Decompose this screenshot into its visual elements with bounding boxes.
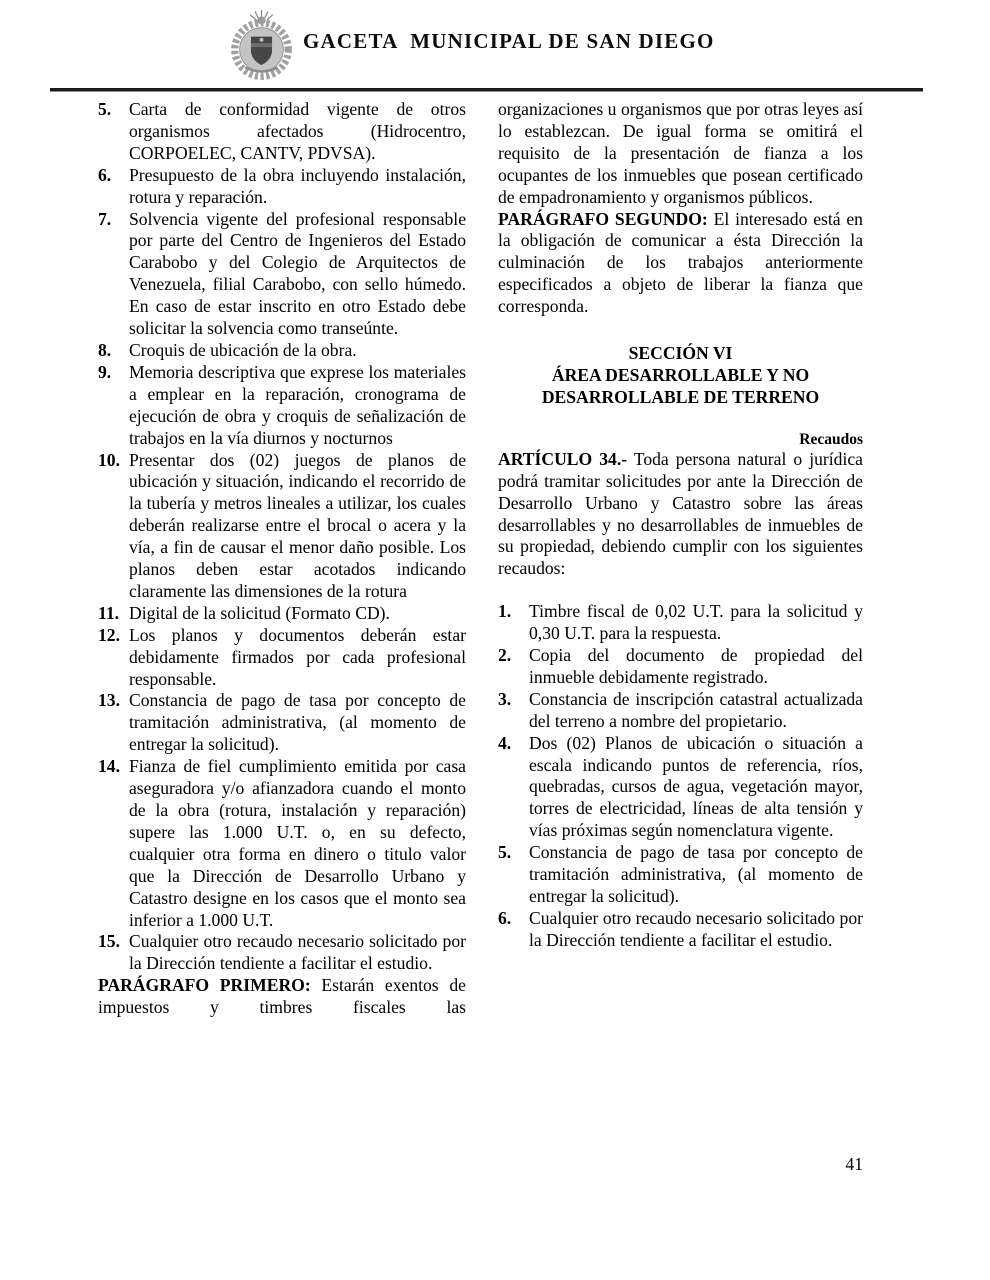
item-text: Los planos y documentos deberán estar debidamente firmados por cada profesional responsable. [129,624,466,689]
item-number: 3. [498,688,512,709]
list-item-13 [98,690,466,756]
item-text: Memoria descriptiva que exprese los materiales a emplear en la reparación, cronograma de ejecución de obra y croquis de señalización de trabajos en la vía diurnos y nocturnos [129,361,466,448]
list-item-8 [98,340,466,362]
item-number: 2. [498,645,512,666]
list-item-1 [498,601,863,645]
articulo-34-label: ARTÍCULO 34.- [498,448,628,469]
list-item-7 [98,209,466,340]
right-column [498,99,863,952]
item-text: Croquis de ubicación de la obra. [129,339,357,360]
left-column [98,99,466,1019]
section-heading [498,343,863,409]
page-number: 41 [845,1154,863,1174]
item-text: Carta de conformidad vigente de otros organismos afectados (Hidrocentro, CORPOELEC, CANTV, PDVSA). [129,99,466,163]
item-text: Constancia de pago de tasa por concepto de tramitación administrativa, (al momento de entregar la solicitud). [529,842,863,906]
item-text: Constancia de pago de tasa por concepto de tramitación administrativa, (al momento de entregar la solicitud). [129,690,466,755]
item-number: 4. [498,732,512,753]
item-text: Constancia de inscripción catastral actualizada del terreno a nombre del propietario. [529,688,863,731]
paragraph-segundo [498,209,863,319]
paragraph-segundo-text: El interesado está en la obligación de comunicar a ésta Dirección la culminación de los trabajos anteriormente especificados a objeto de liberar la fianza que corresponda. [498,208,863,317]
municipal-seal-icon [221,9,302,82]
item-text: Timbre fiscal de 0,02 U.T. para la solicitud y 0,30 U.T. para la respuesta. [529,601,863,644]
item-text: Presentar dos (02) juegos de planos de ubicación y situación, indicando el recorrido de la tubería y metros lineales a utilizar, los cuales deberán realizarse entre el brocal o acera y la vía, a fin de causar el menor daño posible. Los planos deben estar acotados indicando claramente las dimensiones de la rotura [129,449,466,601]
gazette-title: GACETA MUNICIPAL DE SAN DIEGO [303,29,715,53]
item-number: 5. [98,99,112,119]
item-number: 8. [98,339,112,360]
item-number: 11. [98,602,120,623]
list-item-15 [98,931,466,975]
section-heading-line2: ÁREA DESARROLLABLE Y NO [551,364,810,385]
item-number: 6. [98,164,112,185]
continuation-paragraph: organizaciones u organismos que por otras leyes así lo establezcan. De igual forma se omitirá el requisito de la presentación de fianza a los ocupantes de los inmuebles que posean certificado de empadronamiento y organismos públicos. [498,99,863,207]
item-number: 1. [498,601,512,622]
list-item-3 [498,689,863,733]
paragraph-segundo-label: PARÁGRAFO SEGUNDO: [498,208,708,229]
item-text: Solvencia vigente del profesional responsable por parte del Centro de Ingenieros del Estado Carabobo y del Colegio de Arquitectos de Venezuela, filial Carabobo, con sello húmedo. En caso de estar inscrito en otro Estado debe solicitar la solvencia como transeúnte. [129,208,466,339]
header-rule [50,88,923,92]
item-number: 12. [98,624,120,645]
section-heading-line1: SECCIÓN VI [628,343,733,364]
recaudos-label: Recaudos [799,430,863,448]
item-number: 5. [498,842,512,863]
item-text: Cualquier otro recaudo necesario solicitado por la Dirección tendiente a facilitar el estudio. [529,907,863,950]
list-item-14 [98,756,466,931]
list-item-11 [98,603,466,625]
item-number: 13. [98,690,120,711]
list-item-2 [498,645,863,689]
list-item-12 [98,625,466,691]
item-number: 9. [98,361,112,382]
list-item-5r [498,842,863,908]
articulo-34-text: Toda persona natural o jurídica podrá tramitar solicitudes por ante la Dirección de Desarrollo Urbano y Catastro sobre las áreas desarrollables y no desarrollables de inmuebles de su propiedad, debiendo cumplir con los siguientes recaudos: [498,448,863,579]
item-number: 6. [498,907,512,928]
item-number: 14. [98,756,120,777]
paragraph-primero [98,975,466,1019]
list-item-6 [98,165,466,209]
item-number: 7. [98,208,112,229]
item-number: 10. [98,449,120,470]
list-item-6r [498,908,863,952]
list-item-10 [98,450,466,603]
item-text: Digital de la solicitud (Formato CD). [129,602,390,623]
recaudos-list [498,601,863,952]
item-text: Fianza de fiel cumplimiento emitida por casa aseguradora y/o afianzadora cuando el monto de la obra (rotura, instalación y reparación) supere las 1.000 U.T. o, en su defecto, cualquier otra forma en dinero o titulo valor que la Dirección de Desarrollo Urbano y Catastro designe en los casos que el monto sea inferior a 1.000 U.T. [129,756,466,930]
section-heading-line3: DESARROLLABLE DE TERRENO [541,386,820,407]
item-number: 15. [98,931,120,952]
item-text: Presupuesto de la obra incluyendo instalación, rotura y reparación. [129,164,466,207]
item-text: Cualquier otro recaudo necesario solicitado por la Dirección tendiente a facilitar el estudio. [129,931,466,974]
paragraph-primero-label: PARÁGRAFO PRIMERO: [98,975,311,996]
paragraph-primero-text: Estarán exentos de impuestos y timbres fiscales las [98,975,466,1018]
item-text: Copia del documento de propiedad del inmueble debidamente registrado. [529,645,863,687]
list-item-9 [98,362,466,450]
item-text: Dos (02) Planos de ubicación o situación a escala indicando puntos de referencia, ríos, quebradas, cursos de agua, vegetación mayor, torres de electricidad, líneas de alta tensión y vías próximas según nomenclatura vigente. [529,732,863,841]
list-item-5 [98,99,466,165]
list-item-4 [498,733,863,843]
articulo-34-paragraph [498,449,863,580]
